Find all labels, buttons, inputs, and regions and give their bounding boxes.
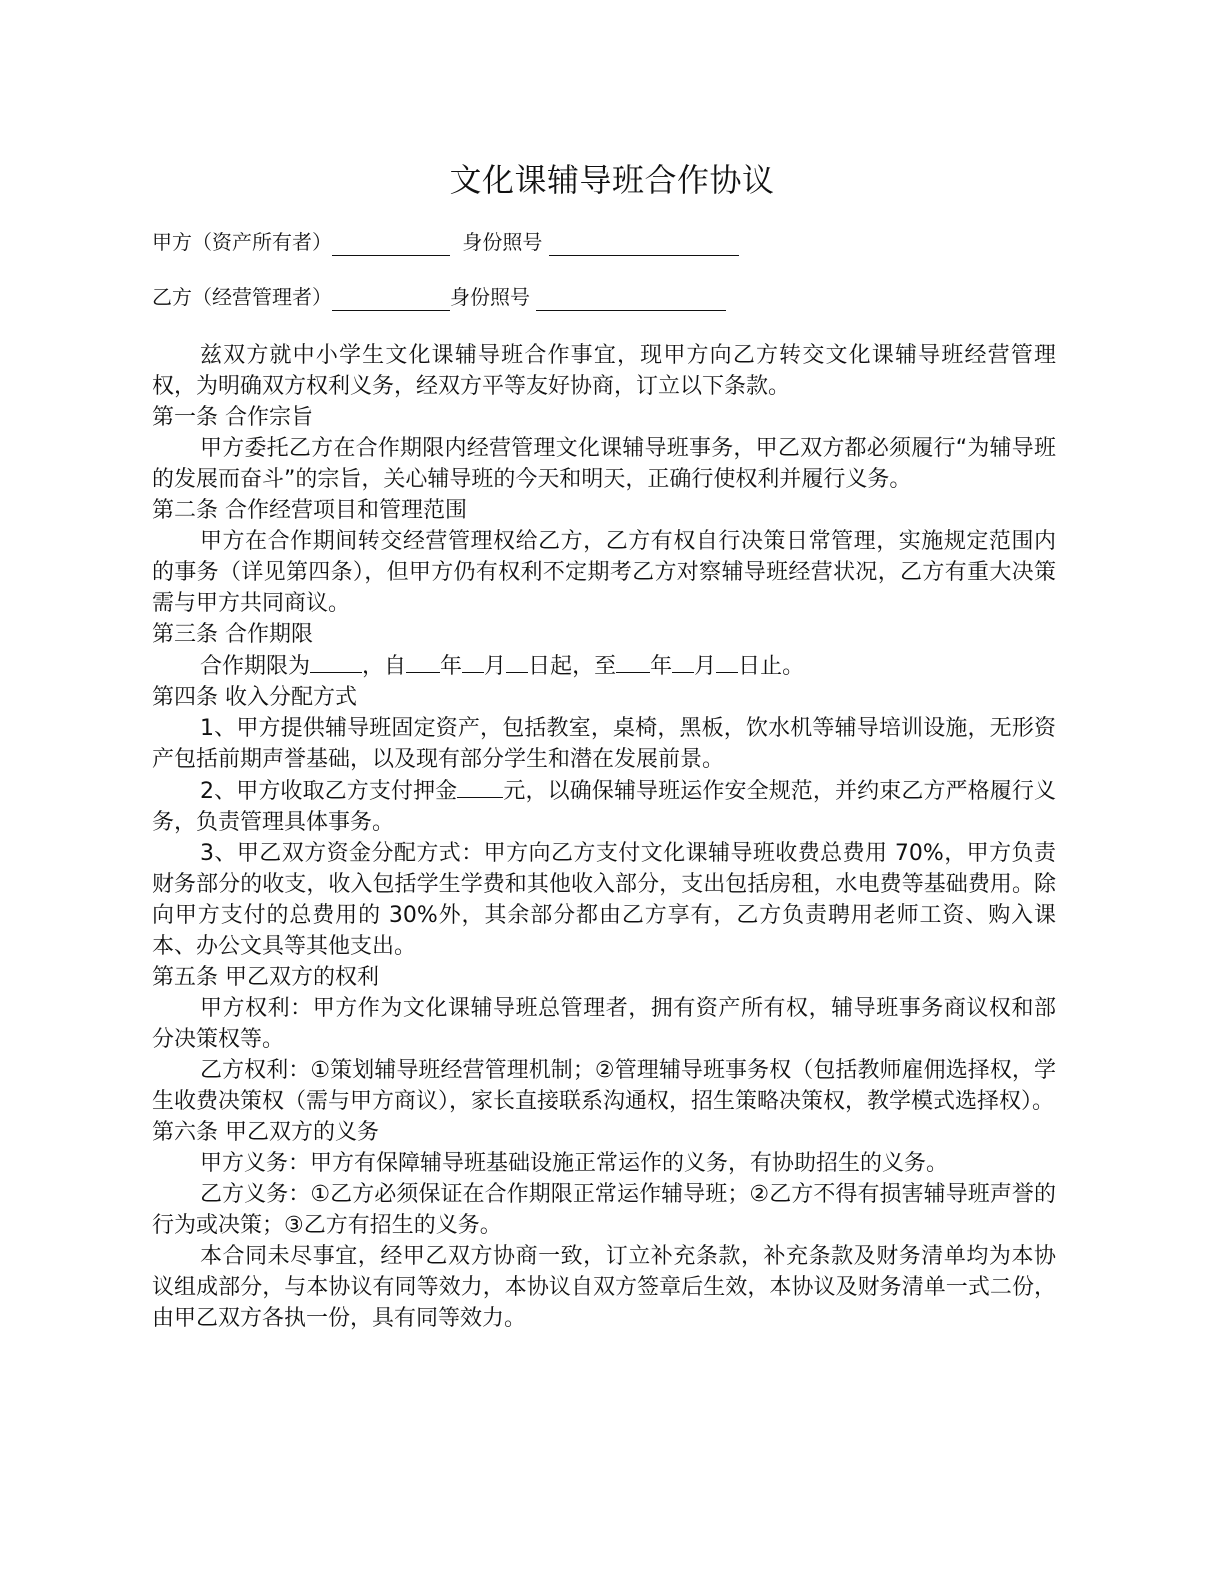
- article5-heading: 第五条 甲乙双方的权利: [152, 965, 379, 990]
- article1-text: 甲方委托乙方在合作期限内经营管理文化课辅导班事务，甲乙双方都必须履行“为辅导班的发展而奋斗”的宗旨，关心辅导班的今天和明天，正确行使权利并履行义务。: [152, 436, 1056, 492]
- term-text-3: 年: [440, 654, 463, 679]
- party-b-id-label: 身份照号: [450, 285, 530, 309]
- end-day-blank[interactable]: [716, 650, 738, 673]
- article4-item3: 3、甲乙双方资金分配方式：甲方向乙方支付文化课辅导班收费总费用 70%，甲方负责财务部分的收支，收入包括学生学费和其他收入部分，支出包括房租，水电费等基础费用。除向甲方支付的总费用的 30%外，其余部分都由乙方享有，乙方负责聘用老师工资、购入课本、办公文具等其他支出。: [152, 841, 1056, 959]
- end-year-blank[interactable]: [616, 650, 650, 673]
- article4-item2: [152, 775, 1056, 838]
- document-title: 文化课辅导班合作协议: [449, 161, 775, 199]
- article5-rights-a: 甲方权利：甲方作为文化课辅导班总管理者，拥有资产所有权，辅导班事务商议权和部分决策权等。: [152, 996, 1056, 1052]
- party-a-line: [152, 228, 739, 256]
- article6-duty-a: 甲方义务：甲方有保障辅导班基础设施正常运作的义务，有协助招生的义务。: [200, 1151, 949, 1176]
- party-b-name-field[interactable]: [332, 288, 450, 311]
- party-a-name-field[interactable]: [332, 233, 450, 256]
- party-b-id-field[interactable]: [536, 288, 726, 311]
- article2-text: 甲方在合作期间转交经营管理权给乙方，乙方有权自行决策日常管理，实施规定范围内的事务（详见第四条），但甲方仍有权利不定期考乙方对察辅导班经营状况，乙方有重大决策需与甲方共同商议。: [152, 529, 1056, 616]
- article6-heading: 第六条 甲乙双方的义务: [152, 1120, 379, 1145]
- party-b-label: 乙方（经营管理者）: [152, 285, 332, 309]
- article6-duty-b: 乙方义务：①乙方必须保证在合作期限正常运作辅导班；②乙方不得有损害辅导班声誉的行为或决策；③乙方有招生的义务。: [152, 1182, 1056, 1238]
- end-month-blank[interactable]: [672, 650, 694, 673]
- item2-text-b: 元，以确保辅导班运作安全规范，并约束乙方严格履行义务，负责管理具体事务。: [152, 779, 1056, 835]
- start-month-blank[interactable]: [462, 650, 484, 673]
- term-text-6: 年: [650, 654, 673, 679]
- item2-text-a: 2、甲方收取乙方支付押金: [200, 779, 458, 804]
- party-b-line: [152, 283, 726, 311]
- article4-item1: 1、甲方提供辅导班固定资产，包括教室，桌椅，黑板，饮水机等辅导培训设施，无形资产包括前期声誉基础，以及现有部分学生和潜在发展前景。: [152, 716, 1056, 772]
- party-a-id-label: 身份照号: [462, 230, 543, 254]
- term-text-2: ，自: [362, 654, 407, 679]
- article1-heading: 第一条 合作宗旨: [152, 405, 313, 430]
- party-a-label: 甲方（资产所有者）: [152, 230, 332, 254]
- intro-paragraph: 兹双方就中小学生文化课辅导班合作事宜，现甲方向乙方转交文化课辅导班经营管理权，为明确双方权利义务，经双方平等友好协商，订立以下条款。: [152, 343, 1056, 399]
- article5-rights-b: 乙方权利：①策划辅导班经营管理机制；②管理辅导班事务权（包括教师雇佣选择权，学生收费决策权（需与甲方商议），家长直接联系沟通权，招生策略决策权，教学模式选择权）。: [152, 1058, 1056, 1114]
- start-year-blank[interactable]: [406, 650, 440, 673]
- term-text-8: 日止。: [738, 654, 805, 679]
- contract-body: [152, 340, 1056, 1334]
- start-day-blank[interactable]: [506, 650, 528, 673]
- term-text-4: 月: [484, 654, 507, 679]
- term-text-7: 月: [694, 654, 717, 679]
- deposit-amount-blank[interactable]: [457, 775, 503, 798]
- term-duration-blank[interactable]: [310, 650, 362, 673]
- article3-term-line: [152, 650, 1056, 682]
- term-text-1: 合作期限为: [200, 654, 311, 679]
- closing-paragraph: 本合同未尽事宜，经甲乙双方协商一致，订立补充条款，补充条款及财务清单均为本协议组成部分，与本协议有同等效力，本协议自双方签章后生效，本协议及财务清单一式二份，由甲乙双方各执一份，具有同等效力。: [152, 1244, 1056, 1331]
- article2-heading: 第二条 合作经营项目和管理范围: [152, 498, 467, 523]
- article3-heading: 第三条 合作期限: [152, 622, 313, 647]
- term-text-5: 日起，至: [528, 654, 617, 679]
- article4-heading: 第四条 收入分配方式: [152, 685, 357, 710]
- party-a-id-field[interactable]: [549, 233, 739, 256]
